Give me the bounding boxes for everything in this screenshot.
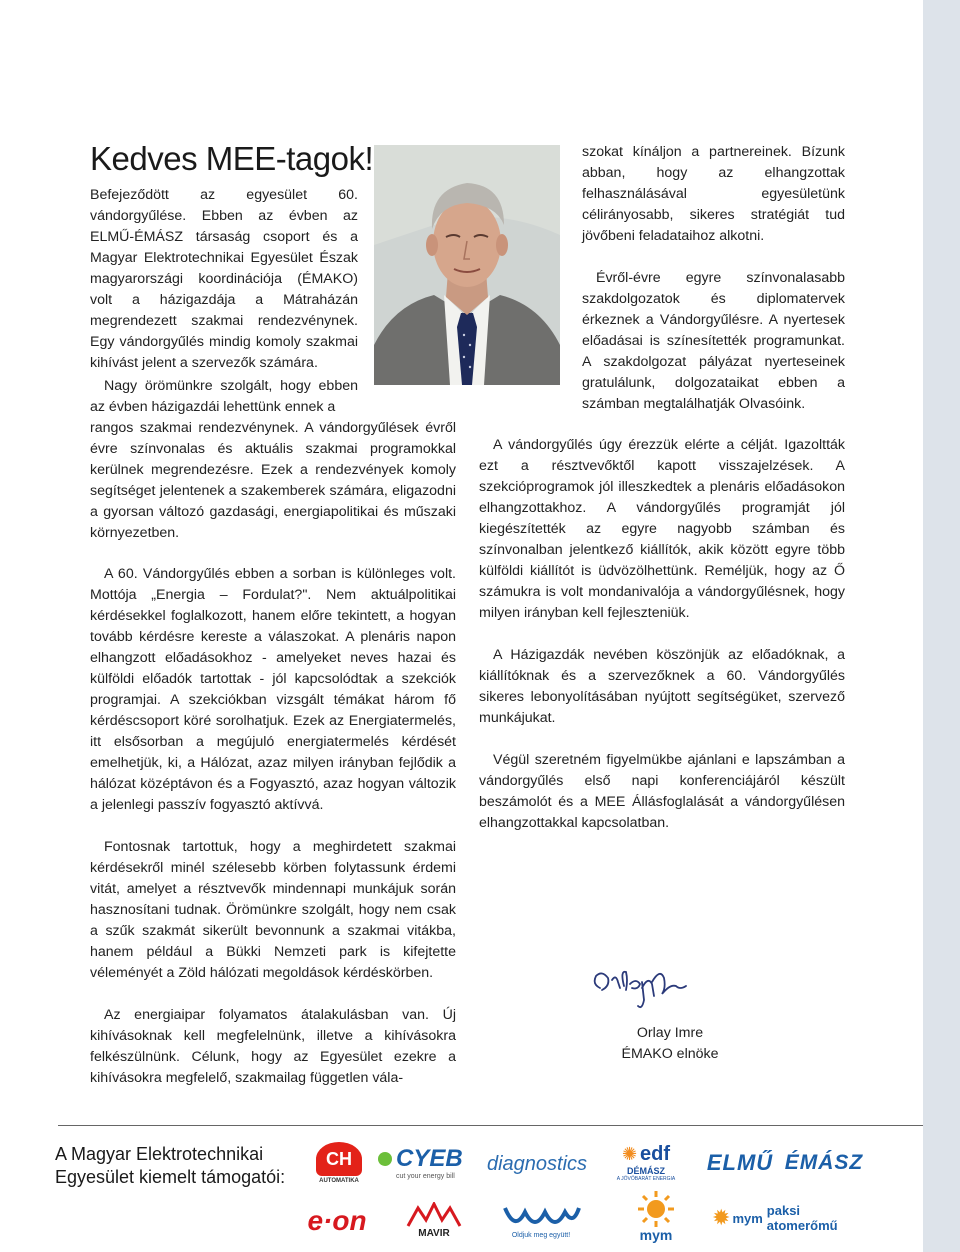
edf-logo-subtitle: DÉMÁSZ: [627, 1165, 665, 1176]
left-paragraph-5: Az energiaipar folyamatos átalakulásban van. Új kihívásoknak kell megfelelnünk, illetve a kihívásokra felkészülnünk. Célunk, hogy az Egyesület ezekre a kihívásokra megfelelő, szakmailag független vála-: [90, 1007, 456, 1086]
signature-role: ÉMAKO elnöke: [621, 1046, 719, 1062]
page-title: Kedves MEE-tagok!: [90, 140, 374, 177]
edf-demasz-logo[interactable]: [603, 1136, 689, 1188]
page-edge-strip: [923, 0, 960, 1252]
left-paragraph-1: Befejeződött az egyesület 60. vándorgyűlése. Ebben az évben az ELMŰ-ÉMÁSZ társaság csoport és a Magyar Elektrotechnikai Egyesület Észak magyarországi koordinációja (ÉMAKO) volt a házigazdája a Mátraházán megrendezett szakmai rendezvénynek. Egy vándorgyűlés mindig komoly szakmai kihívást jelent a szervezők számára.: [90, 187, 358, 371]
ch-logo-mark: CH: [316, 1142, 362, 1176]
edf-logo-text: edf: [640, 1142, 671, 1165]
oldjuk-logo-text: Oldjuk meg együtt!: [511, 1231, 571, 1239]
cyeb-logo[interactable]: [378, 1140, 473, 1184]
paks-sun-icon: ✹: [712, 1205, 731, 1230]
paks-atomeromu-logo[interactable]: [712, 1198, 862, 1238]
cyeb-dot-icon: [378, 1152, 392, 1166]
cyeb-logo-text: CYEB: [396, 1144, 463, 1172]
sponsors-label-line-1: A Magyar Elektrotechnikai: [55, 1144, 264, 1164]
edf-logo-tagline: A JÖVŐBARÁT ENERGIA: [616, 1175, 676, 1182]
right-paragraph-1: szokat kínáljon a partnereinek. Bízunk abban, hogy az elhangzottak felhasználásával egyesületünk célirányosabb, sikeres stratégiát tud jövőbeni feladataihoz alkotni.: [582, 144, 845, 244]
footer-divider: [58, 1125, 923, 1126]
eon-logo-text: e·on: [307, 1205, 367, 1236]
ch-automatika-logo[interactable]: [314, 1138, 364, 1188]
emasz-logo[interactable]: [784, 1148, 864, 1178]
elmu-logo-text: ELMŰ: [706, 1150, 774, 1175]
author-portrait-photo: [374, 145, 560, 385]
ch-logo-subtitle: AUTOMATIKA: [319, 1178, 359, 1184]
cyeb-logo-subtitle: cut your energy bill: [396, 1172, 455, 1180]
wave-mark-icon: [501, 1202, 581, 1232]
paks-logo-text: paksi atomerőmű: [766, 1203, 838, 1233]
left-paragraph-2a: Nagy örömünkre szolgált, hogy ebben az évben házigazdái lehettünk ennek a: [90, 378, 358, 415]
signature-name: Orlay Imre: [636, 1025, 704, 1041]
mym-sun-icon: [634, 1191, 678, 1227]
right-paragraph-3: A vándorgyűlés úgy érezzük elérte a célját. Igazoltták ezt a résztvevőktől kapott visszajelzések. A szekcióprogramok jól illeszkedtek a plenáris előadásokon elhangzottakhoz. A vándorgyűlés programját jól kiegészítették az egyre nagyobb számban és színvonalban jelentkező kiállítók, akik között egyre több külföldi kiállítót is üdvözölhettünk. Reméljük, hogy az Ő számukra is volt mondanivalója a vándorgyűlésnek, hogy milyen irányban kell fejleszteniük.: [479, 437, 845, 621]
emasz-logo-text: ÉMÁSZ: [784, 1151, 864, 1174]
mavir-pylon-icon: [404, 1202, 464, 1228]
sponsors-label: [55, 1143, 305, 1189]
handwritten-signature: [590, 966, 710, 1016]
mym-logo[interactable]: [615, 1188, 697, 1246]
right-paragraph-4: A Házigazdák nevében köszönjük az előadóknak, a kiállítóknak és a szervezőknek a 60. Vándorgyűlés sikeres lebonyolításában nyújtott segítségüket, szervező munkájukat.: [479, 647, 845, 726]
left-paragraph-3: A 60. Vándorgyűlés ebben a sorban is különleges volt. Mottója „Energia – Fordulat?". Nem aktuálpolitikai kérdésekkel foglalkozott, hanem előre tekintett, a hogyan tovább kérdésre kereste a válaszokat. A plenáris napon elhangzott előadásokhoz - amelyeket neves hazai és külföldi előadók tartottak - jól kapcsolódtak a szekciók programjai. A szekciókban vizsgált témákat három fő kérdéscsoport köré sorolhatjuk. Ezek az Energiatermelés, itt elsősorban a megújuló energiatermelés kérdését emelhetjük, ki, a Hálózat, azaz milyen irányban fejlődik a hálózat középtávon és a Fogyasztó, azaz hogyan változik a jelenlegi passzív fogyasztó aktívvá.: [90, 566, 456, 813]
sponsors-label-line-2: Egyesület kiemelt támogatói:: [55, 1167, 286, 1187]
oldjuk-meg-egyutt-logo[interactable]: [495, 1196, 587, 1244]
mym-logo-text: mym: [639, 1227, 673, 1243]
diagnostics-logo[interactable]: [484, 1142, 590, 1186]
paks-logo-prefix: mym: [732, 1210, 763, 1226]
mavir-logo-text: MAVIR: [418, 1227, 450, 1239]
left-paragraph-4: Fontosnak tartottuk, hogy a meghirdetett szakmai kérdésekről minél szélesebb körben folytassunk érdemi vitát, amelyet a résztvevők mindennapi munkájuk során hasznosítani tudnak. Örömünkre szolgált, hogy nem csak a szűk szakmát sikerült bevonnunk a szakmai vitákba, hanem például a Bükki Nemzeti park is kifejtette véleményét a Zöld hálózati megoldások kérdéskörben.: [90, 839, 456, 981]
eon-logo[interactable]: [298, 1204, 376, 1238]
elmu-logo[interactable]: [704, 1148, 776, 1178]
left-paragraph-2b: rangos szakmai rendezvénynek. A vándorgyűlések évről évre színvonalas és aktuális szakmai programokkal kerülnek megrendezésre. Ezek a rendezvények komoly segítséget jelentenek a szakemberek számára, eligazodni a gyorsan változó gazdasági, energiapolitikai és műszaki környezetben.: [90, 420, 456, 541]
right-paragraph-2: Évről-évre egyre színvonalasabb szakdolgozatok és diplomatervek érkeznek a Vándorgyűlésre. A nyertesek előadásai is színesítették programunkat. A szakdolgozat pályázat nyerteseinek gratulálunk, dolgozataikat ebben a számban megtalálhatják Olvasóink.: [582, 270, 845, 412]
diagnostics-logo-text: diagnostics: [486, 1152, 588, 1175]
right-paragraph-5: Végül szeretném figyelmükbe ajánlani e lapszámban a vándorgyűlés első napi konferenciájáról készült beszámolót és a MEE Állásfoglalását a vándorgyűlésen elhangzottakkal kapcsolatban.: [479, 752, 845, 831]
edf-sun-icon: ✺: [621, 1143, 638, 1164]
mavir-logo[interactable]: [390, 1194, 478, 1246]
